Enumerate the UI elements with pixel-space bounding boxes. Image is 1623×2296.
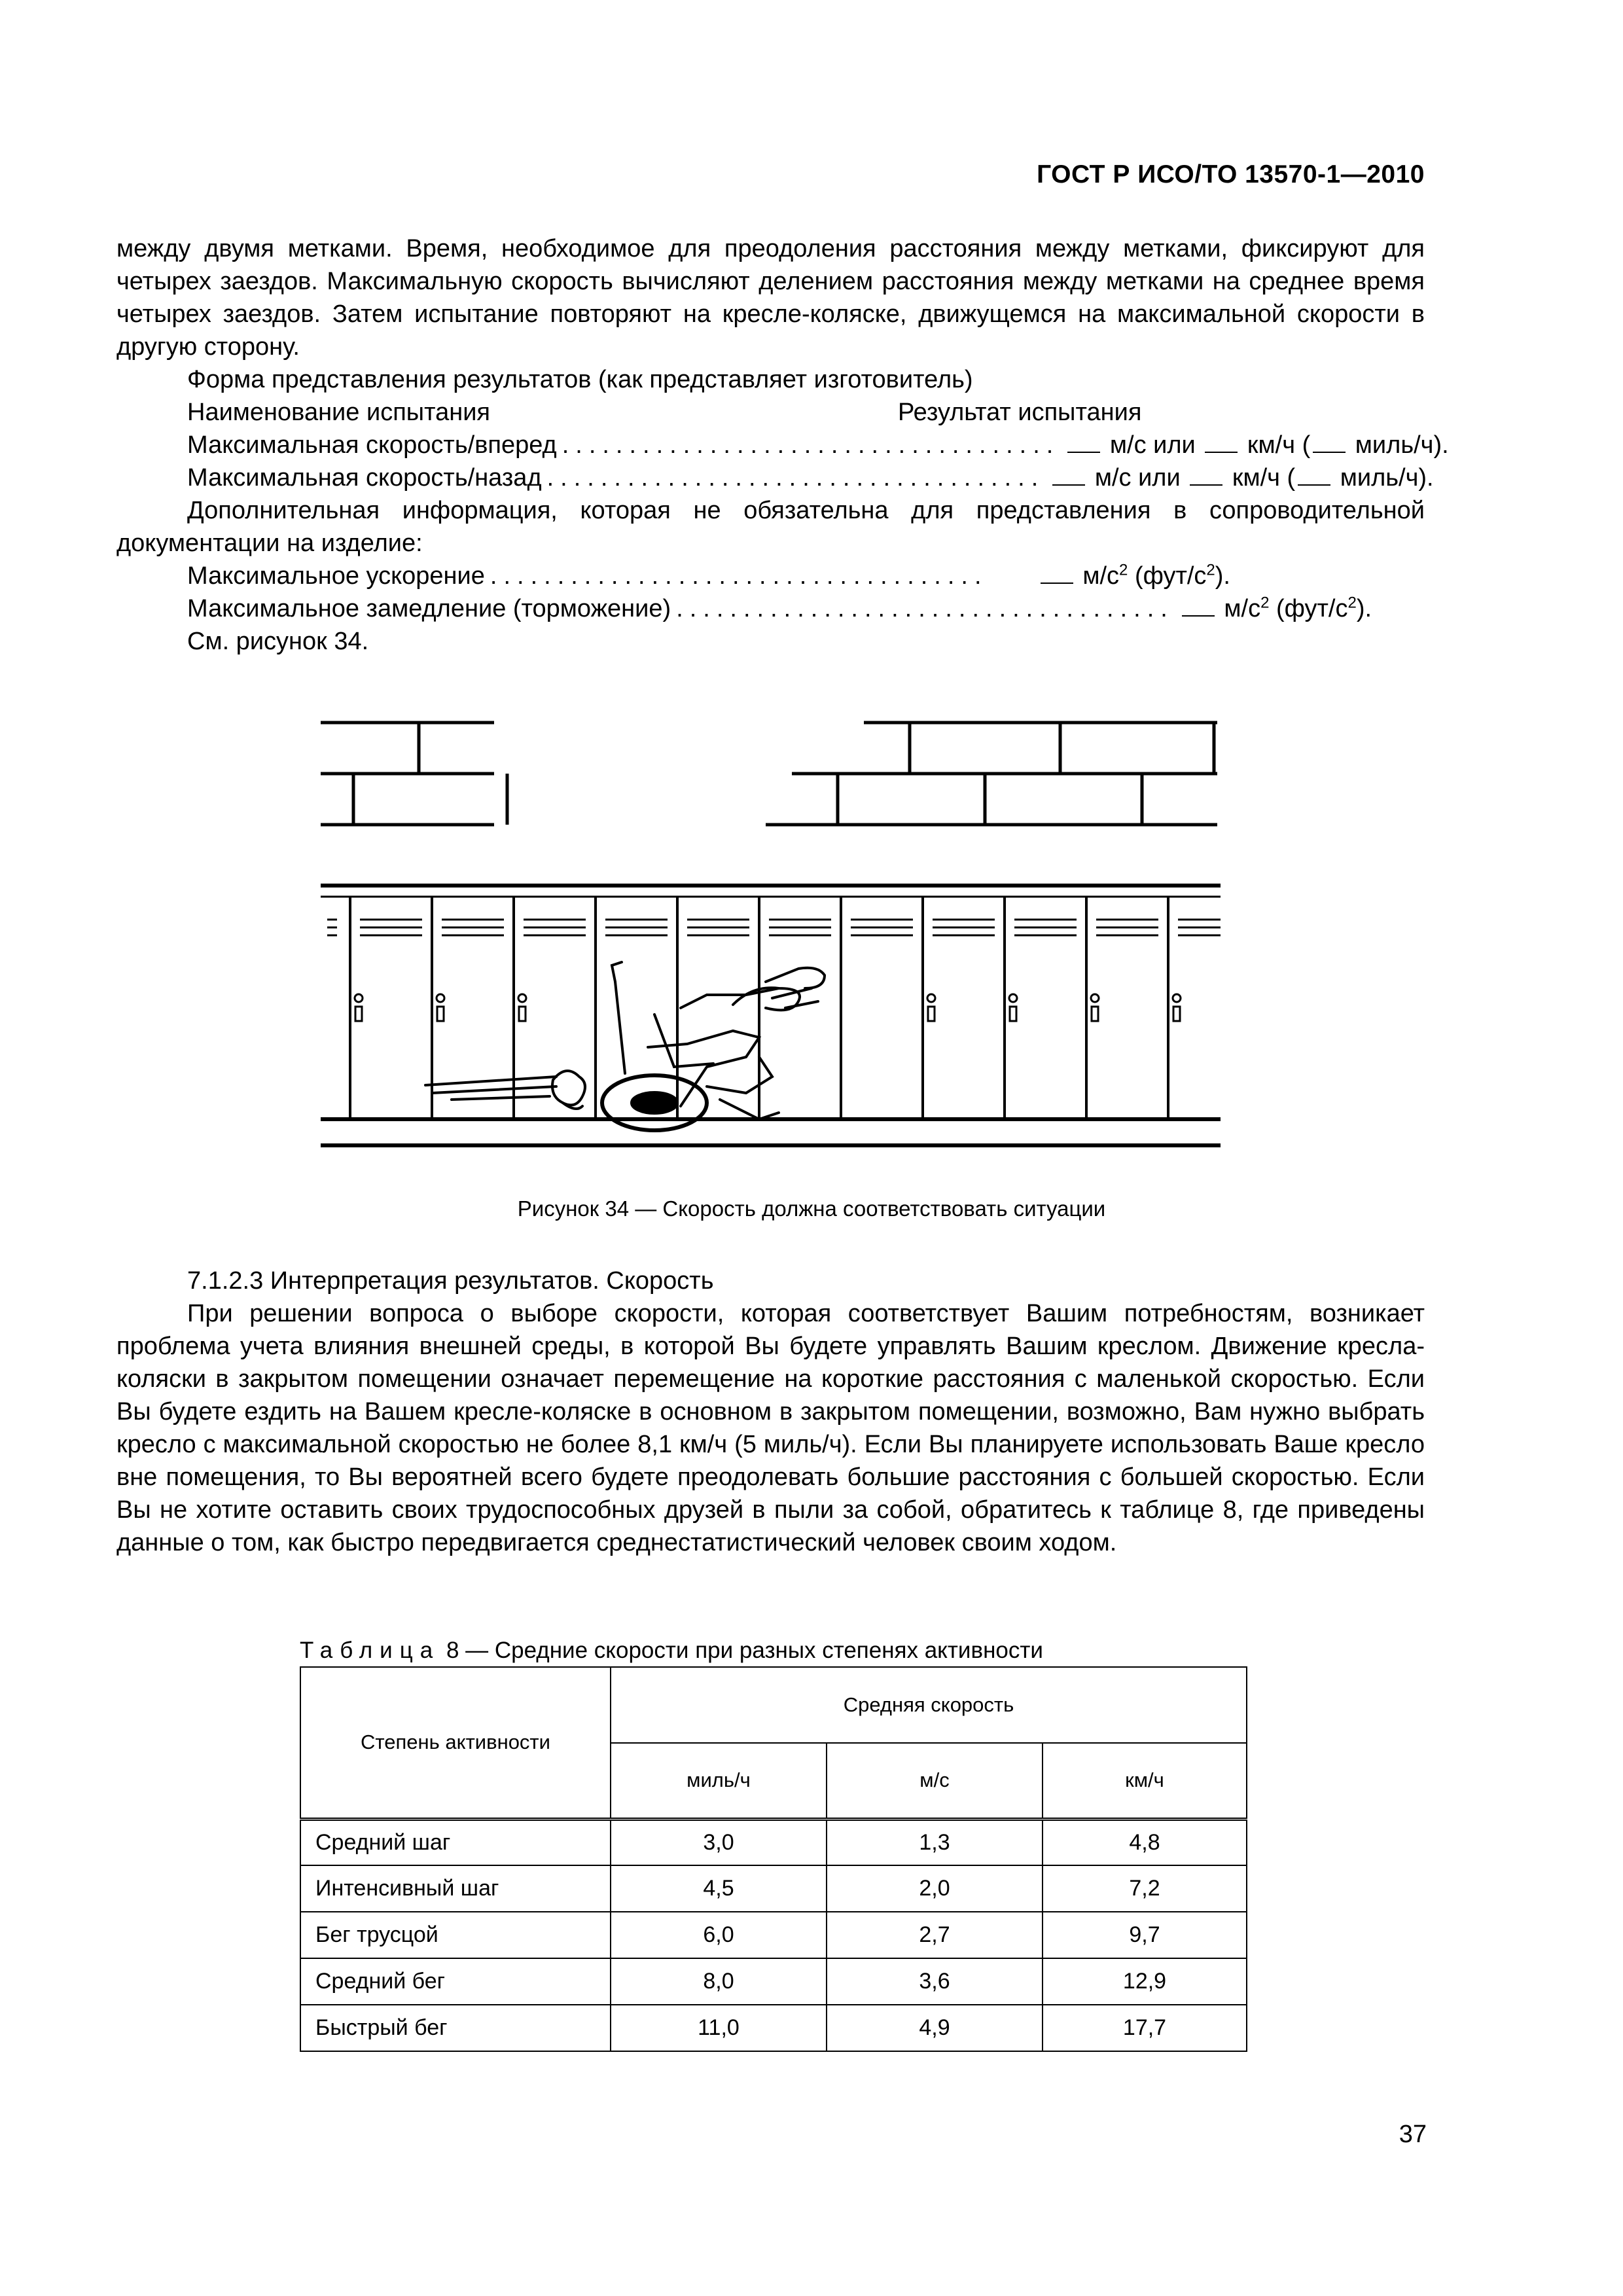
header-activity: Степень активности [300, 1667, 611, 1819]
table-row [300, 2005, 1247, 2051]
table-row [300, 1819, 1247, 1865]
ms-cell: 2,7 [827, 1912, 1043, 1958]
form-line: Форма представления результатов (как представляет изготовитель) [187, 366, 973, 393]
col-test-name: Наименование испытания [187, 399, 490, 426]
leader-dots: ..................................... [562, 431, 1060, 459]
result-value: м/с или км/ч ( миль/ч). [1065, 429, 1448, 461]
result-label: Максимальное ускорение [187, 562, 485, 590]
leader-dots: ..................................... [546, 464, 1045, 492]
result-row-acceleration [116, 560, 1230, 592]
table-header-row [300, 1667, 1247, 1743]
ms-cell: 1,3 [827, 1819, 1043, 1865]
intro-paragraph: между двумя метками. Время, необходимое для преодоления расстояния между метками, фиксируют для четырех заездов. Максимальную скорость вычисляют делением расстояния между метками на среднее время четырех заездов. Затем испытание повторяют на кресле-коляске, движущемся на максимальной скорости в другую сторону. [116, 235, 1425, 361]
ms-cell: 4,9 [827, 2005, 1043, 2051]
table-caption-word: Таблица [300, 1638, 440, 1663]
leader-dots: ..................................... [490, 562, 988, 590]
table-row [300, 1958, 1247, 2005]
blank-field [1205, 433, 1238, 453]
blank-field [1052, 466, 1085, 486]
kmh-cell: 12,9 [1043, 1958, 1247, 2005]
ms-cell: 3,6 [827, 1958, 1043, 2005]
blank-field [1041, 564, 1073, 584]
extra-info: Дополнительная информация, которая не обязательна для представления в сопроводительной документации на изделие: [116, 497, 1425, 557]
mph-cell: 6,0 [611, 1912, 827, 1958]
figure-caption: Рисунок 34 — Скорость должна соответствовать ситуации [517, 1196, 1106, 1221]
mph-cell: 3,0 [611, 1819, 827, 1865]
wheelchair-rider-sketch [425, 962, 825, 1130]
activity-cell: Бег трусцой [300, 1912, 611, 1958]
mph-cell: 8,0 [611, 1958, 827, 2005]
result-value: $м/с^2$ $(фут/с^2)$. [1179, 592, 1372, 625]
blank-field [1067, 433, 1100, 453]
blank-field [1298, 466, 1330, 486]
table-row [300, 1912, 1247, 1958]
header-mph: миль/ч [611, 1743, 827, 1819]
header-kmh: км/ч [1043, 1743, 1247, 1819]
activity-cell: Средний бег [300, 1958, 611, 2005]
mph-cell: 11,0 [611, 2005, 827, 2051]
document-header: ГОСТ Р ИСО/ТО 13570-1—2010 [1037, 160, 1425, 188]
ms-cell: 2,0 [827, 1865, 1043, 1912]
leader-dots: ..................................... [676, 595, 1174, 622]
kmh-cell: 9,7 [1043, 1912, 1247, 1958]
speed-table [300, 1666, 1247, 2052]
blank-field [1190, 466, 1222, 486]
intro-block [116, 232, 1449, 658]
result-row-deceleration [116, 592, 1372, 625]
kmh-cell: 17,7 [1043, 2005, 1247, 2051]
mph-cell: 4,5 [611, 1865, 827, 1912]
brick-wall [321, 723, 1217, 825]
section-7-1-2-3 [116, 1265, 1425, 1559]
col-test-result: Результат испытания [898, 399, 1142, 426]
result-label: Максимальная скорость/вперед [187, 431, 557, 459]
lockers [321, 886, 1221, 1145]
result-header-row [116, 396, 1425, 429]
result-value: $м/с^2$ $(фут/с^2)$. [1038, 560, 1230, 592]
activity-cell: Быстрый бег [300, 2005, 611, 2051]
header-ms: м/с [827, 1743, 1043, 1819]
result-label: Максимальное замедление (торможение) [187, 595, 671, 622]
table-caption-text: 8 — Средние скорости при разных степенях активности [440, 1638, 1043, 1663]
activity-cell: Интенсивный шаг [300, 1865, 611, 1912]
page-number: 37 [1399, 2121, 1427, 2148]
section-paragraph: При решении вопроса о выборе скорости, которая соответствует Вашим потребностям, возникает проблема учета влияния внешней среды, в которой Вы будете управлять Вашим креслом. Движение кресла-коляски в закрытом помещении означает перемещение на короткие расстояния с маленькой скоростью. Если Вы будете ездить на Вашем кресле-коляске в основном в закрытом помещении, возможно, Вам нужно выбрать кресло с максимальной скоростью не более 8,1 км/ч (5 миль/ч). Если Вы планируете использовать Ваше кресло вне помещения, то Вы вероятней всего будете преодолевать большие расстояния с большей скоростью. Если Вы не хотите оставить своих трудоспособных друзей в пыли за собой, обратитесь к таблице 8, где приведены данные о том, как быстро передвигается среднестатистический человек своим ходом. [116, 1300, 1425, 1556]
result-value: м/с или км/ч ( миль/ч). [1050, 461, 1433, 494]
see-figure: См. рисунок 34. [187, 628, 369, 655]
section-heading: 7.1.2.3 Интерпретация результатов. Скорость [187, 1267, 714, 1295]
blank-field [1182, 597, 1215, 617]
table-caption [300, 1638, 1043, 1664]
result-row-forward [116, 429, 1449, 461]
kmh-cell: 4,8 [1043, 1819, 1247, 1865]
figure-34-illustration [314, 707, 1243, 1165]
kmh-cell: 7,2 [1043, 1865, 1247, 1912]
table-row [300, 1865, 1247, 1912]
result-row-backward [116, 461, 1434, 494]
activity-cell: Средний шаг [300, 1819, 611, 1865]
blank-field [1313, 433, 1346, 453]
header-average-speed: Средняя скорость [611, 1667, 1247, 1743]
result-label: Максимальная скорость/назад [187, 464, 542, 492]
